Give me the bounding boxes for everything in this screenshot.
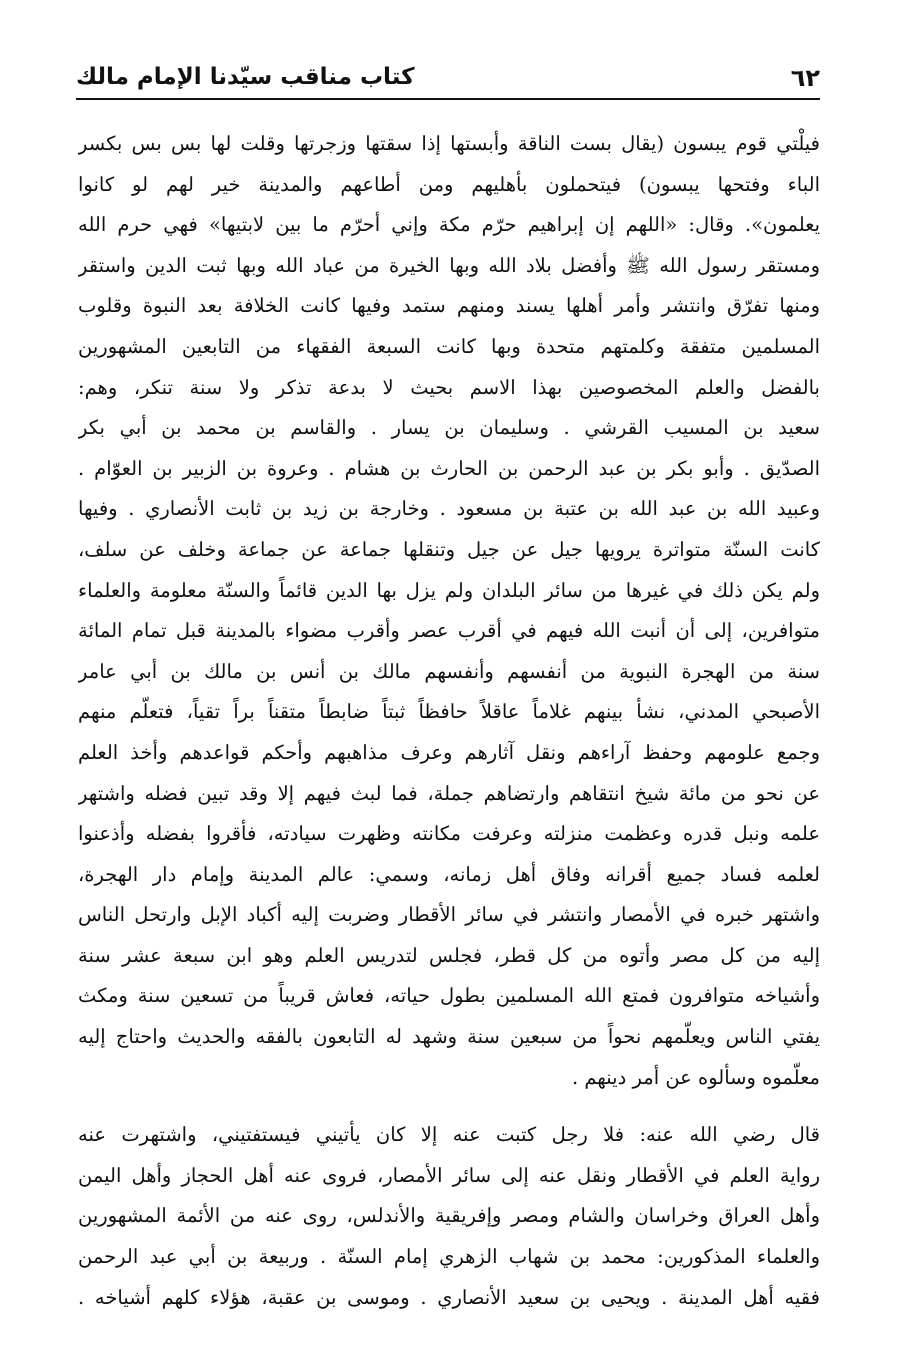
text-line: كانت السنّة متواترة يرويها جيل عن جيل وتنقلها جماعة عن جماعة وخلف عن سلف، [78, 537, 820, 561]
body-text [78, 124, 820, 1318]
text-line: المسلمين متفقة وكلمتهم متحدة وبها كانت السبعة الفقهاء من التابعين المشهورين [78, 334, 820, 358]
text-line: وجمع علومهم وحفظ آراءهم ونقل آثارهم وعرف مذاهبهم وأحكم قواعدهم وأخذ العلم [78, 740, 820, 764]
text-line: والعلماء المذكورين: محمد بن شهاب الزهري إمام السنّة . وربيعة بن أبي عبد الرحمن [78, 1245, 820, 1269]
text-line: معلّموه وسألوه عن أمر دينهم . [571, 1065, 820, 1089]
text-line: ومستقر رسول الله ﷺ وأفضل بلاد الله وبها الخيرة من عباد الله وبها ثبت الدين واستقر [78, 253, 820, 277]
paragraph-1 [78, 124, 820, 1098]
text-line: واشتهر خبره في الأمصار وانتشر في سائر الأقطار وضربت إليه أكباد الإبل وارتحل الناس [78, 903, 820, 927]
text-line: يفتي الناس ويعلّمهم نحواً من سبعين سنة وشهد له التابعون بالفقه والحديث واحتاج إليه [78, 1025, 820, 1049]
header-divider [76, 98, 820, 100]
text-line: يعلمون». وقال: «اللهم إن إبراهيم حرّم مكة وإني أحرّم ما بين لابتيها» فهي حرم الله [78, 213, 820, 237]
text-line: رواية العلم في الأقطار ونقل عنه إلى سائر الأمصار، فروى عنه أهل الحجاز وأهل اليمن [78, 1163, 820, 1187]
text-line: وأشياخه متوافرون فمتع الله المسلمين بطول حياته، فعاش قريباً من تسعين سنة ومكث [78, 984, 820, 1008]
text-line: فيلْتي قوم يبسون (يقال بست الناقة وأبستها إذا سقتها وزجرتها وقلت لها بس بس بكسر [78, 132, 820, 155]
text-line: الأصبحي المدني، نشأ بينهم غلاماً عاقلاً حافظاً ثبتاً ضابطاً متقناً براً تقياً، فتعلّم منهم [78, 700, 820, 724]
text-line: عن نحو من مائة شيخ انتقاهم وارتضاهم جملة، فما لبث فيهم إلا وقد تبين فضله واشتهر [78, 781, 820, 805]
text-line: الصدّيق . وأبو بكر بن عبد الرحمن بن الحارث بن هشام . وعروة بن الزبير بن العوّام . [78, 456, 820, 480]
text-line: وعبيد الله بن عبد الله بن عتبة بن مسعود . وخارجة بن زيد بن ثابت الأنصاري . وفيها [78, 497, 820, 521]
text-line: سنة من الهجرة النبوية من أنفسهم وأنفسهم مالك بن أنس بن مالك بن أبي عامر [78, 659, 820, 683]
page-number: ٦٢ [790, 64, 820, 92]
running-title: كتاب مناقب سيّدنا الإمام مالك [76, 64, 415, 90]
text-line: لعلمه فساد جميع أقرانه وفاق أهل زمانه، وسمي: عالم المدينة وإمام دار الهجرة، [78, 862, 820, 886]
text-line: ولم يكن ذلك في غيرها من سائر البلدان ولم يزل بها الدين قائماً والسنّة معلومة والعلماء [78, 578, 820, 602]
text-line: بالفضل والعلم المخصوصين بهذا الاسم بحيث لا بدعة تذكر ولا سنة تنكر، وهم: [78, 375, 820, 399]
text-line: ومنها تفرّق وانتشر وأمر أهلها يسند ومنهم ستمد وفيها كانت الخلافة بعد النبوة وقلوب [78, 294, 820, 318]
text-line: سعيد بن المسيب القرشي . وسليمان بن يسار . والقاسم بن محمد بن أبي بكر [78, 416, 820, 440]
text-line: فقيه أهل المدينة . ويحيى بن سعيد الأنصاري . وموسى بن عقبة، هؤلاء كلهم أشياخه . [78, 1285, 820, 1309]
text-line: علمه ونبل قدره وعظمت منزلته وعرفت مكانته وظهرت سيادته، فأقروا بفضله وأذعنوا [78, 822, 820, 846]
page-header [76, 58, 820, 98]
text-line: متوافرين، إلى أن أنبت الله فيهم في أقرب عصر وأقرب مضواء بالمدينة قبل تمام المائة [78, 619, 820, 643]
paragraph-2 [78, 1115, 820, 1318]
text-line: قال رضي الله عنه: فلا رجل كتبت عنه إلا كان يأتيني فيستفتيني، واشتهرت عنه [78, 1123, 820, 1147]
text-line: وأهل العراق وخراسان والشام ومصر وإفريقية والأندلس، روى عنه من الأئمة المشهورين [78, 1204, 820, 1228]
text-line: الباء وفتحها يبسون) فيتحملون بأهليهم ومن أطاعهم والمدينة خير لهم لو كانوا [78, 172, 820, 196]
text-line: إليه من كل مصر وأتوه من كل قطر، فجلس لتدريس العلم وهو ابن سبعة عشر سنة [78, 943, 820, 967]
paragraph-gap [78, 1098, 820, 1115]
